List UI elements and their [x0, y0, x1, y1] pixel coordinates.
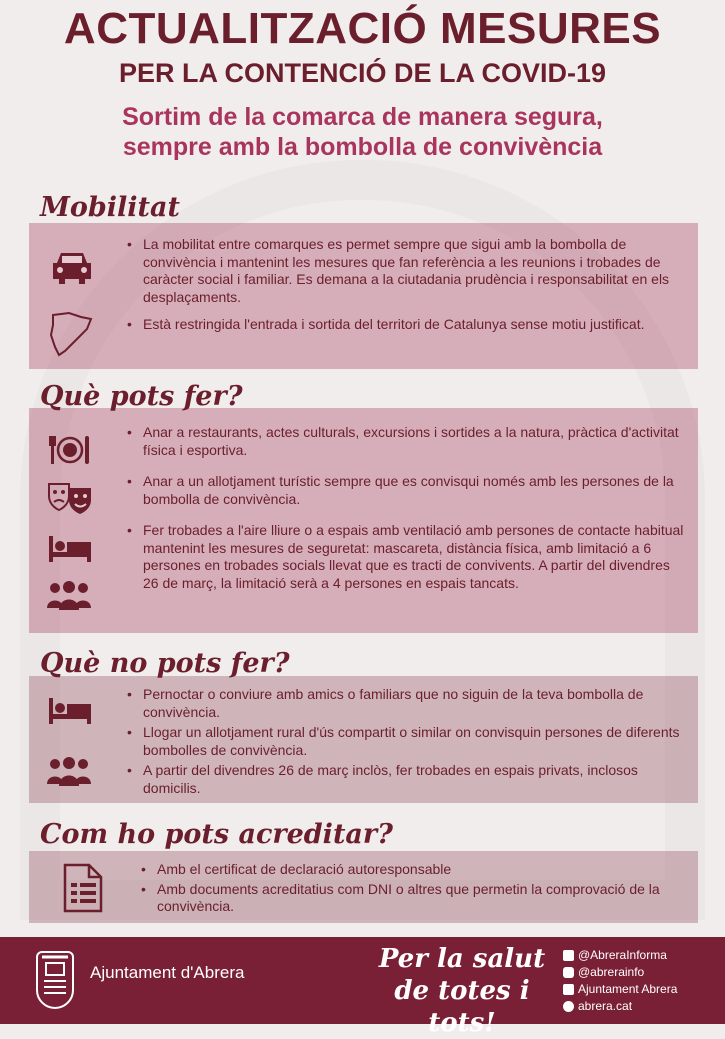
list-item: • A partir del divendres 26 de març inclòs, fer trobades en espais privats, inclosos domicilis. [127, 762, 688, 797]
social-web[interactable]: abrera.cat [563, 998, 677, 1015]
people-group-icon [45, 756, 89, 792]
restaurant-plate-icon [47, 432, 91, 468]
list-item: • Anar a restaurants, actes culturals, excursions i sortides a la natura, pràctica d'activitat física i esportiva. [127, 424, 688, 459]
list-item: • Està restringida l'entrada i sortida del territori de Catalunya sense motiu justificat. [127, 316, 688, 334]
page-subtitle [0, 102, 725, 162]
car-icon [49, 249, 93, 285]
list-item: • Amb documents acreditatius com DNI o altres que permetin la comprovació de la convivència. [141, 881, 688, 916]
instagram-icon [563, 967, 574, 978]
page-title-line2: PER LA CONTENCIÓ DE LA COVID-19 [118, 58, 607, 88]
social-youtube[interactable]: Ajuntament Abrera [563, 981, 677, 998]
organization-name: Ajuntament d'Abrera [90, 963, 245, 982]
theatre-masks-icon [47, 480, 91, 516]
section-title-mobilitat: Mobilitat [40, 192, 180, 223]
bed-icon [47, 696, 91, 732]
que-no-pots-fer-panel [29, 676, 698, 803]
subtitle-line1: Sortim de la comarca de manera segura, [122, 103, 603, 131]
list-item: • La mobilitat entre comarques es permet sempre que sigui amb la bombolla de convivència i mantenint les mesures que fan referència a les reunions i trobades de caràcter social i familiar. Es demana a la ciutadania prudència i responsabilitat en els desplaçaments. [127, 236, 688, 306]
slogan-line1: Per la salut [378, 944, 546, 974]
que-no-pots-fer-list [127, 686, 688, 800]
slogan-line2: de totes i tots! [394, 976, 530, 1038]
footer [0, 937, 725, 1038]
youtube-icon [563, 984, 574, 995]
page-title: ACTUALITZACIÓ MESURES [63, 4, 662, 53]
section-title-que-pots-fer: Què pots fer? [40, 381, 243, 412]
people-group-icon [45, 580, 89, 616]
que-pots-fer-list [127, 424, 688, 598]
document-icon [61, 863, 105, 899]
mobilitat-list [127, 236, 688, 340]
catalonia-map-icon [47, 311, 91, 347]
acreditar-panel [29, 851, 698, 923]
list-item: • Pernoctar o conviure amb amics o familiars que no siguin de la teva bombolla de convivència. [127, 686, 688, 721]
globe-icon [563, 1001, 574, 1012]
acreditar-list [141, 861, 688, 918]
twitter-icon [563, 950, 574, 961]
list-item: • Llogar un allotjament rural d'ús compartit o similar on convisquin persones de diferents bombolles de convivència. [127, 724, 688, 759]
section-title-que-no-pots-fer: Què no pots fer? [40, 648, 290, 679]
mobilitat-panel [29, 223, 698, 369]
list-item: • Anar a un allotjament turístic sempre que es convisqui només amb les persones de la bombolla de convivència. [127, 473, 688, 508]
section-title-acreditar: Com ho pots acreditar? [40, 819, 393, 850]
list-item: • Fer trobades a l'aire lliure o a espais amb ventilació amb persones de contacte habitual mantenint les mesures de seguretat: mascareta, distància física, amb limitació a 6 persones en trobades socials llevat que es tracti de convivents. A partir del divendres 26 de març, la limitació serà a 4 persones en espais tancats. [127, 522, 688, 592]
social-twitter[interactable]: @AbreraInforma [563, 947, 677, 964]
bed-icon [47, 534, 91, 570]
que-pots-fer-panel [29, 408, 698, 633]
ajuntament-crest-logo [36, 951, 74, 1009]
subtitle-line2: sempre amb la bombolla de convivència [122, 133, 603, 161]
social-instagram[interactable]: @abrerainfo [563, 964, 677, 981]
footer-slogan [362, 943, 562, 1039]
list-item: • Amb el certificat de declaració autoresponsable [141, 861, 688, 879]
social-links [563, 947, 677, 1015]
